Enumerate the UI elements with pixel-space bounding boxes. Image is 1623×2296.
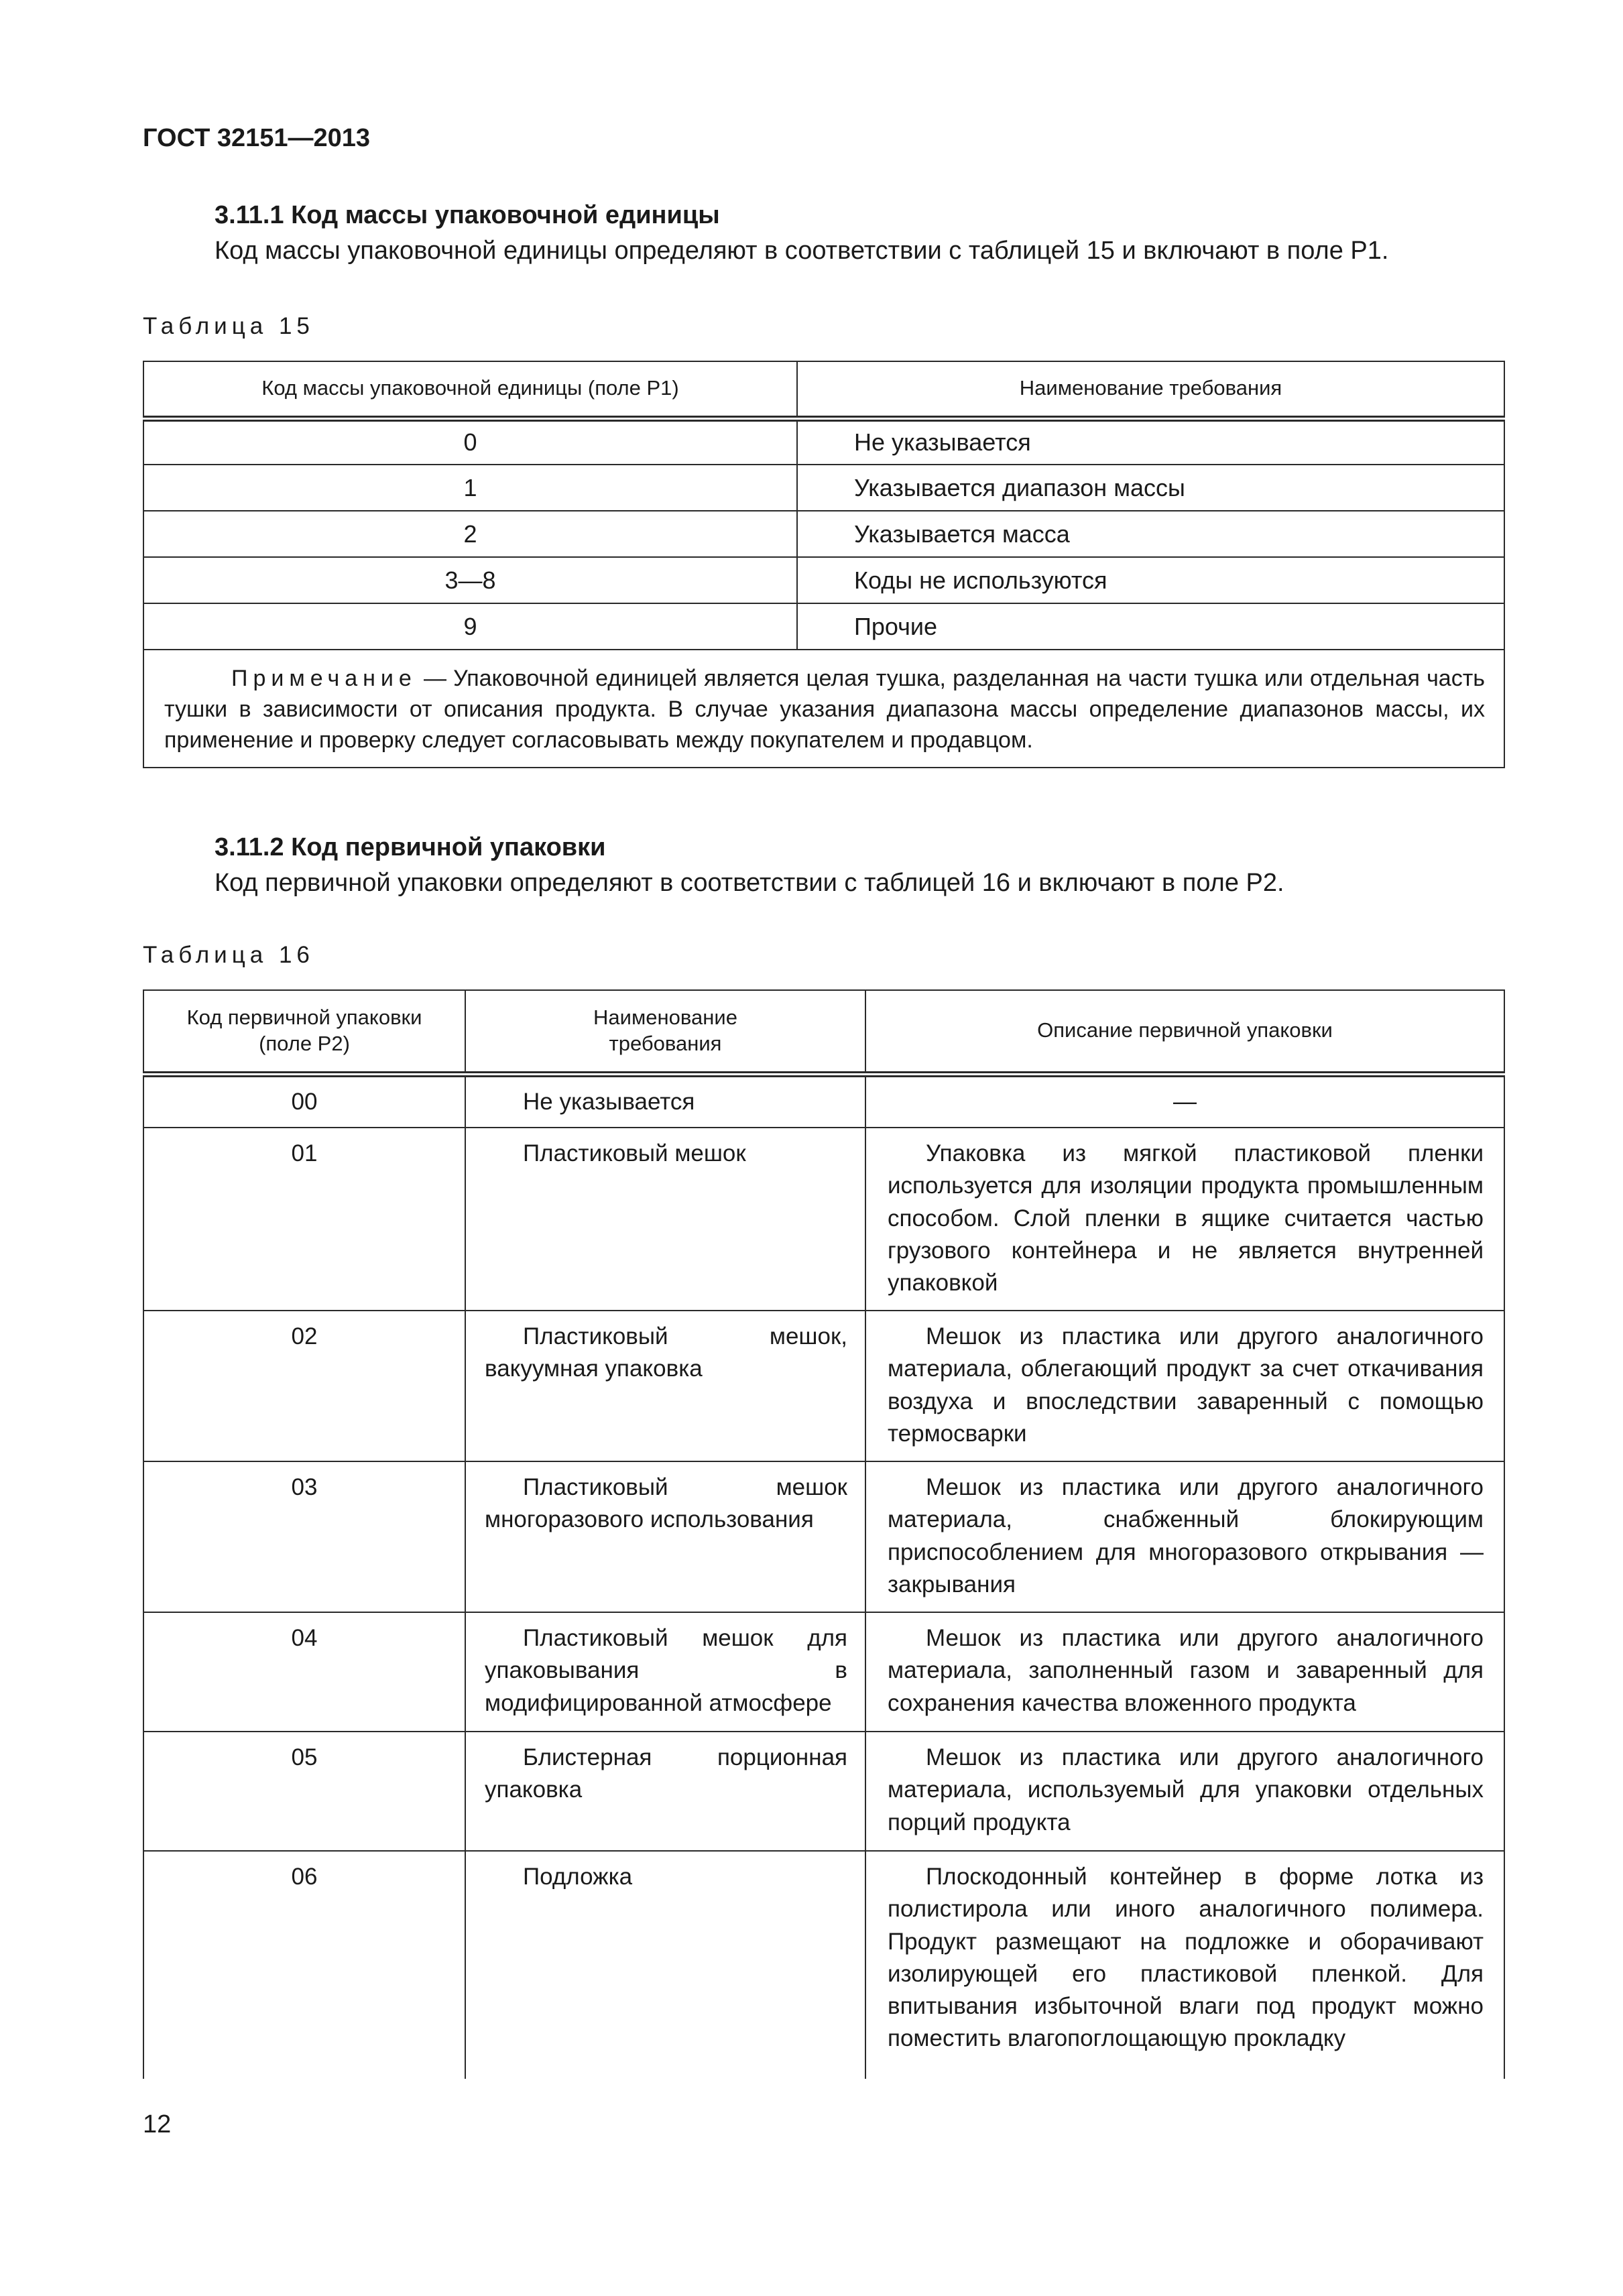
- cell-description: Мешок из пластика или другого аналогичного материала, используемый для упаковки отдельных порций продукта: [865, 1732, 1504, 1851]
- table-row: [143, 603, 1504, 650]
- table-row: [143, 511, 1504, 557]
- column-header-description: Описание первичной упаковки: [865, 990, 1504, 1074]
- table-header-row: [143, 361, 1504, 418]
- table-15-caption: Таблица 15: [143, 313, 314, 339]
- section-text-3-11-1: Код массы упаковочной единицы определяют в соответствии с таблицей 15 и включают в поле Р1.: [215, 237, 1389, 265]
- cell-code: 02: [143, 1311, 465, 1461]
- table-row: [143, 418, 1504, 465]
- note-label: Примечание: [231, 666, 417, 691]
- cell-description: Мешок из пластика или другого аналогичного материала, заполненный газом и заваренный для сохранения качества вложенного продукта: [865, 1612, 1504, 1732]
- cell-code: 05: [143, 1732, 465, 1851]
- table-row: [143, 1461, 1504, 1612]
- column-header-name: Наименование требования: [465, 990, 865, 1074]
- table-row: [143, 1851, 1504, 2079]
- table-16-caption: Таблица 16: [143, 942, 314, 968]
- cell-name: Подложка: [465, 1851, 865, 2079]
- cell-name: Не указывается: [797, 418, 1504, 465]
- document-code: ГОСТ 32151—2013: [143, 124, 371, 152]
- cell-name: Пластиковый мешок: [465, 1128, 865, 1311]
- cell-description: Мешок из пластика или другого аналогичного материала, снабженный блокирующим приспособлением для многоразового открывания — закрывания: [865, 1461, 1504, 1612]
- cell-code: 01: [143, 1128, 465, 1311]
- table-row: [143, 1732, 1504, 1851]
- cell-name: Блистерная порционная упаковка: [465, 1732, 865, 1851]
- cell-description: Мешок из пластика или другого аналогичного материала, облегающий продукт за счет откачивания воздуха и впоследствии заваренный с помощью термосварки: [865, 1311, 1504, 1461]
- table-row: [143, 557, 1504, 603]
- cell-code: 2: [143, 511, 797, 557]
- table-15: [143, 361, 1505, 768]
- cell-code: 9: [143, 603, 797, 650]
- cell-code: 04: [143, 1612, 465, 1732]
- table-row: [143, 465, 1504, 511]
- section-text-3-11-2: Код первичной упаковки определяют в соответствии с таблицей 16 и включают в поле Р2.: [215, 869, 1284, 897]
- section-title-3-11-1: 3.11.1 Код массы упаковочной единицы: [215, 201, 720, 229]
- cell-code: 00: [143, 1074, 465, 1128]
- cell-description: —: [865, 1074, 1504, 1128]
- cell-code: 06: [143, 1851, 465, 2079]
- table-row: [143, 1128, 1504, 1311]
- table-16: [143, 989, 1505, 2079]
- cell-name: Указывается диапазон массы: [797, 465, 1504, 511]
- table-row: [143, 1074, 1504, 1128]
- column-header-code: Код первичной упаковки (поле Р2): [143, 990, 465, 1074]
- section-title-3-11-2: 3.11.2 Код первичной упаковки: [215, 833, 606, 861]
- cell-name: Пластиковый мешок, вакуумная упаковка: [465, 1311, 865, 1461]
- page-number: 12: [143, 2110, 172, 2138]
- cell-name: Пластиковый мешок многоразового использования: [465, 1461, 865, 1612]
- column-header-code: Код массы упаковочной единицы (поле Р1): [143, 361, 797, 418]
- table-note: [143, 650, 1504, 768]
- cell-description: Плоскодонный контейнер в форме лотка из полистирола или иного аналогичного полимера. Продукт размещают на подложке и оборачивают изолирующей его пластиковой пленкой. Для впитывания избыточной влаги под продукт можно поместить влагопоглощающую прокладку: [865, 1851, 1504, 2079]
- note-text: — Упаковочной единицей является целая тушка, разделанная на части тушка или отдельная часть тушки в зависимости от описания продукта. В случае указания диапазона массы определение диапазонов массы, их применение и проверку следует согласовывать между покупателем и продавцом.: [164, 666, 1485, 753]
- cell-name: Указывается масса: [797, 511, 1504, 557]
- cell-code: 1: [143, 465, 797, 511]
- cell-name: Не указывается: [465, 1074, 865, 1128]
- cell-name: Пластиковый мешок для упаковывания в модифицированной атмосфере: [465, 1612, 865, 1732]
- column-header-name: Наименование требования: [797, 361, 1504, 418]
- cell-name: Коды не используются: [797, 557, 1504, 603]
- table-header-row: [143, 990, 1504, 1074]
- cell-code: 3—8: [143, 557, 797, 603]
- table-row: [143, 1612, 1504, 1732]
- table-note-row: [143, 650, 1504, 768]
- cell-name: Прочие: [797, 603, 1504, 650]
- table-row: [143, 1311, 1504, 1461]
- cell-code: 0: [143, 418, 797, 465]
- cell-code: 03: [143, 1461, 465, 1612]
- cell-description: Упаковка из мягкой пластиковой пленки используется для изоляции продукта промышленным способом. Слой пленки в ящике считается частью грузового контейнера и не является внутренней упаковкой: [865, 1128, 1504, 1311]
